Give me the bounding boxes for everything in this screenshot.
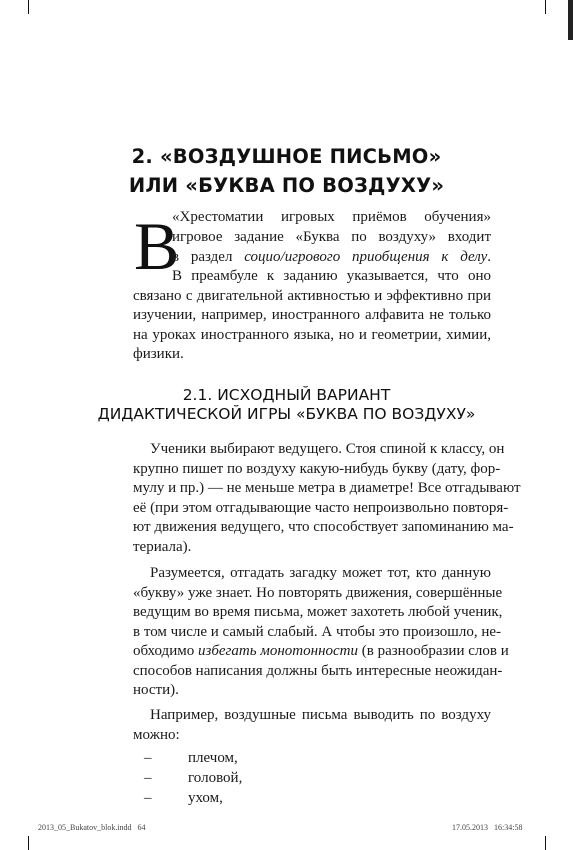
p1-line-2: крупно пишет по воздуху какую-нибудь букву (дату, фор- bbox=[133, 461, 501, 477]
p2-line-3: ведущим во время письма, может захотеть любой ученик, bbox=[133, 604, 503, 620]
subsection-title-line-2: ДИДАКТИЧЕСКОЙ ИГРЫ «БУКВА ПО ВОЗДУХУ» bbox=[97, 405, 476, 423]
intro-line-4: В преамбуле к заданию указывается, что оно bbox=[172, 268, 491, 284]
p3-line-1: Например, воздушные письма выводить по воздуху bbox=[150, 707, 491, 723]
chapter-title-line-1: 2. «ВОЗДУШНОЕ ПИСЬМО» bbox=[131, 145, 442, 168]
p1-line-5: ют движения ведущего, что способствует запоминанию ма- bbox=[133, 519, 514, 535]
list-item-2: головой, bbox=[188, 770, 243, 786]
p1-line-4: её (при этом отгадывающие часто непроизвольно повторя- bbox=[133, 500, 509, 516]
p2-line-6: способов написания должны быть интересные неожидан- bbox=[133, 663, 503, 679]
crop-mark-bottom-left bbox=[28, 836, 29, 850]
p1-line-1: Ученики выбирают ведущего. Стоя спиной к классу, он bbox=[150, 441, 505, 457]
chapter-title-line-2: ИЛИ «БУКВА ПО ВОЗДУХУ» bbox=[128, 174, 445, 197]
intro-line-1: «Хрестоматии игровых приёмов обучения» bbox=[172, 209, 491, 225]
intro-line-2: игровое задание «Буква по воздуху» входит bbox=[172, 229, 491, 245]
footer-file-slug: 2013_05_Bukatov_blok.indd 64 bbox=[38, 823, 146, 832]
p3-line-2: можно: bbox=[133, 727, 180, 743]
list-dash-1: – bbox=[144, 750, 152, 766]
subsection-title-line-1: 2.1. ИСХОДНЫЙ ВАРИАНТ bbox=[182, 386, 391, 404]
list-dash-3: – bbox=[144, 790, 152, 806]
intro-line-3: в раздел социо/игрового приобщения к делу. bbox=[172, 249, 492, 265]
p1-line-3: мулу и пр.) — не меньше метра в диаметре! Все отгадывают bbox=[133, 480, 521, 496]
crop-mark-bottom-right bbox=[545, 836, 546, 850]
intro-line-5: связано с двигательной активностью и эффективно при bbox=[133, 288, 491, 304]
drop-cap: В bbox=[134, 208, 180, 284]
p2-line-7: ности). bbox=[133, 682, 179, 698]
crop-mark-top-right bbox=[545, 0, 546, 14]
footer-timestamp: 17.05.2013 16:34:58 bbox=[452, 823, 523, 832]
intro-line-8: физики. bbox=[133, 346, 184, 362]
p1-line-6: териала). bbox=[133, 539, 192, 555]
p2-line-4: в том числе и самый слабый. А чтобы это произошло, не- bbox=[133, 624, 502, 640]
intro-line-7: на уроках иностранного языка, но и геометрии, химии, bbox=[133, 327, 491, 343]
list-item-1: плечом, bbox=[188, 750, 238, 766]
intro-line-6: изучении, например, иностранного алфавита не только bbox=[133, 307, 491, 323]
list-item-3: ухом, bbox=[188, 790, 223, 806]
italic-emphasis: избегать монотонности bbox=[197, 643, 359, 659]
p2-line-5: обходимо избегать монотонности (в разнообразии слов и bbox=[133, 643, 509, 659]
italic-emphasis: социо/игрового приобщения к делу bbox=[244, 249, 488, 265]
p2-line-1: Разумеется, отгадать загадку может тот, кто данную bbox=[150, 565, 491, 581]
list-dash-2: – bbox=[144, 770, 152, 786]
p2-line-2: «букву» уже знает. Но повторять движения, совершённые bbox=[133, 585, 503, 601]
crop-mark-top-left bbox=[28, 0, 29, 14]
crop-mark-right-edge bbox=[568, 0, 573, 40]
